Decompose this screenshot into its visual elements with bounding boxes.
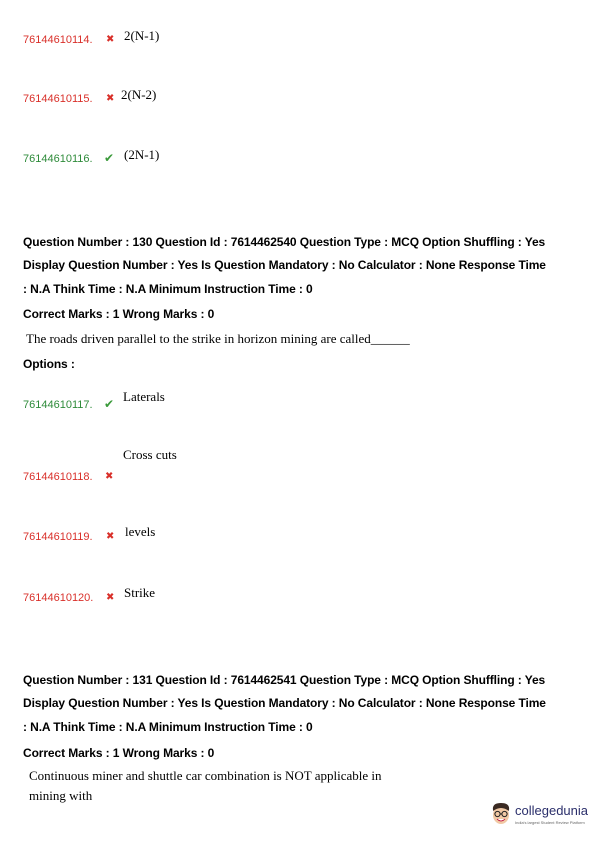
question-meta-line: Question Number : 131 Question Id : 7614462541 Question Type : MCQ Option Shuffling : Yes <box>23 673 546 687</box>
question-meta-line: Question Number : 130 Question Id : 7614462540 Question Type : MCQ Option Shuffling : Yes <box>23 235 546 249</box>
option-text: Cross cuts <box>123 447 177 462</box>
option-id: 76144610115. <box>23 93 93 105</box>
logo-name: collegedunia <box>515 803 589 818</box>
check-mark-icon: ✔ <box>104 151 115 165</box>
wrong-mark-icon: ✖ <box>106 531 115 542</box>
option-id: 76144610119. <box>23 531 93 543</box>
options-label: Options : <box>23 357 75 371</box>
option-text: 2(N-1) <box>124 28 160 43</box>
option-text: levels <box>125 524 156 539</box>
option-id: 76144610118. <box>23 471 93 483</box>
option-id: 76144610120. <box>23 592 94 604</box>
question-marks: Correct Marks : 1 Wrong Marks : 0 <box>23 307 215 321</box>
question-marks: Correct Marks : 1 Wrong Marks : 0 <box>23 746 215 760</box>
question-meta-line: Display Question Number : Yes Is Question Mandatory : No Calculator : None Response Time <box>23 258 546 272</box>
option-id: 76144610117. <box>23 399 93 411</box>
mascot-face-icon <box>490 801 512 827</box>
wrong-mark-icon: ✖ <box>106 34 115 45</box>
check-mark-icon: ✔ <box>104 397 115 411</box>
wrong-mark-icon: ✖ <box>105 471 114 482</box>
option-text: (2N-1) <box>124 147 160 162</box>
question-text-line: Continuous miner and shuttle car combination is NOT applicable in <box>29 768 382 783</box>
collegedunia-logo <box>490 801 590 831</box>
wrong-mark-icon: ✖ <box>106 93 115 104</box>
question-meta-line: Display Question Number : Yes Is Question Mandatory : No Calculator : None Response Time <box>23 696 546 710</box>
option-id: 76144610114. <box>23 34 93 46</box>
wrong-mark-icon: ✖ <box>106 592 115 603</box>
question-meta-line: : N.A Think Time : N.A Minimum Instruction Time : 0 <box>23 282 313 296</box>
option-id: 76144610116. <box>23 153 93 165</box>
option-text: Strike <box>124 585 156 600</box>
option-text: Laterals <box>123 389 165 404</box>
question-text: The roads driven parallel to the strike in horizon mining are called______ <box>26 331 410 346</box>
option-text: 2(N-2) <box>121 87 157 102</box>
question-meta-line: : N.A Think Time : N.A Minimum Instruction Time : 0 <box>23 720 313 734</box>
logo-tagline: India's largest Student Review Platform <box>515 820 585 825</box>
question-text-line: mining with <box>29 788 93 803</box>
